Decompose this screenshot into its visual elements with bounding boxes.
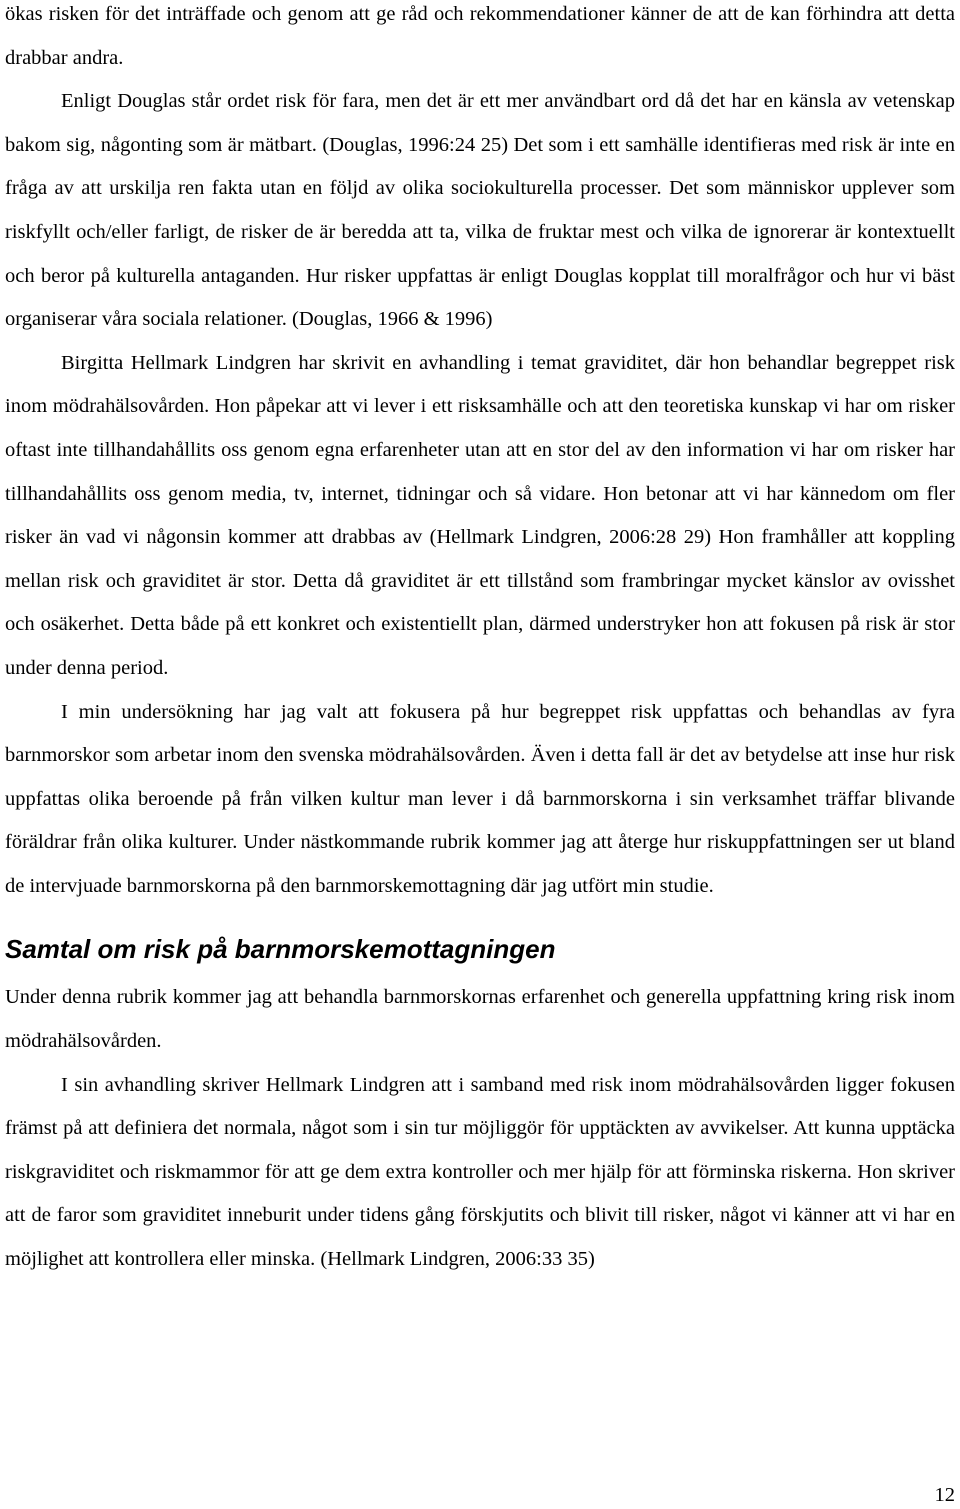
body-paragraph-continued: ökas risken för det inträffade och genom att ge råd och rekommendationer känner de att de kan förhindra att detta drabbar andra. [5,3,955,69]
section-heading: Samtal om risk på barnmorskemottagningen [5,934,556,965]
body-paragraph-douglas: Enligt Douglas står ordet risk för fara, men det är ett mer användbart ord då det har en känsla av vetenskap bakom sig, någonting som är mätbart. (Douglas, 1996:24 25) Det som i ett samhälle identifieras med risk är inte en fråga av att urskilja ren fakta utan en följd av olika sociokulturella processer. Det som människor upplever som riskfyllt och/eller farligt, de risker de är beredda att ta, vilka de fruktar mest och vilka de ignorerar är kontextuellt och beror på kulturella antaganden. Hur risker uppfattas är enligt Douglas kopplat till moralfrågor och hur vi bäst organiserar våra sociala relationer. (Douglas, 1966 & 1996) [5,90,955,331]
document-page [5,0,955,1282]
section-body-paragraph: I sin avhandling skriver Hellmark Lindgren att i samband med risk inom mödrahälsovården ligger fokusen främst på att definiera det normala, något som i sin tur möjliggör för upptäckten av avvikelser. Att kunna upptäcka riskgraviditet och riskmammor för att ge dem extra kontroller och mer hjälp för att förminska riskerna. Hon skriver att de faror som graviditet inneburit under tidens gång förskjutits och blivit till risker, något vi känner att vi har en möjlighet att kontrollera eller minska. (Hellmark Lindgren, 2006:33 35) [5,1073,955,1271]
body-paragraph-hellmark: Birgitta Hellmark Lindgren har skrivit en avhandling i temat graviditet, där hon behandlar begreppet risk inom mödrahälsovården. Hon påpekar att vi lever i ett risksamhälle och att den teoretiska kunskap vi har om risker oftast inte tillhandahållits oss genom egna erfarenheter utan att en stor del av den information vi har om risker har tillhandahållits oss genom media, tv, internet, tidningar och så vidare. Hon betonar att vi har kännedom om fler risker än vad vi någonsin kommer att drabbas av (Hellmark Lindgren, 2006:28 29) Hon framhåller att koppling mellan risk och graviditet är stor. Detta då graviditet är ett tillstånd som frambringar mycket känslor av ovisshet och osäkerhet. Detta både på ett konkret och existentiellt plan, därmed understryker hon att fokusen på risk är stor under denna period. [5,351,955,679]
section-intro-paragraph: Under denna rubrik kommer jag att behandla barnmorskornas erfarenhet och generella uppfattning kring risk inom mödrahälsovården. [5,986,955,1053]
body-paragraph-study: I min undersökning har jag valt att fokusera på hur begreppet risk uppfattas och behandlas av fyra barnmorskor som arbetar inom den svenska mödrahälsovården. Även i detta fall är det av betydelse att inse hur risk uppfattas olika beroende på från vilken kultur man lever i då barnmorskorna i sin verksamhet träffar blivande föräldrar från olika kulturer. Under nästkommande rubrik kommer jag att återge hur riskuppfattningen ser ut bland de intervjuade barnmorskorna på den barnmorskemottagning där jag utfört min studie. [5,700,955,897]
page-number: 12 [934,1484,955,1506]
